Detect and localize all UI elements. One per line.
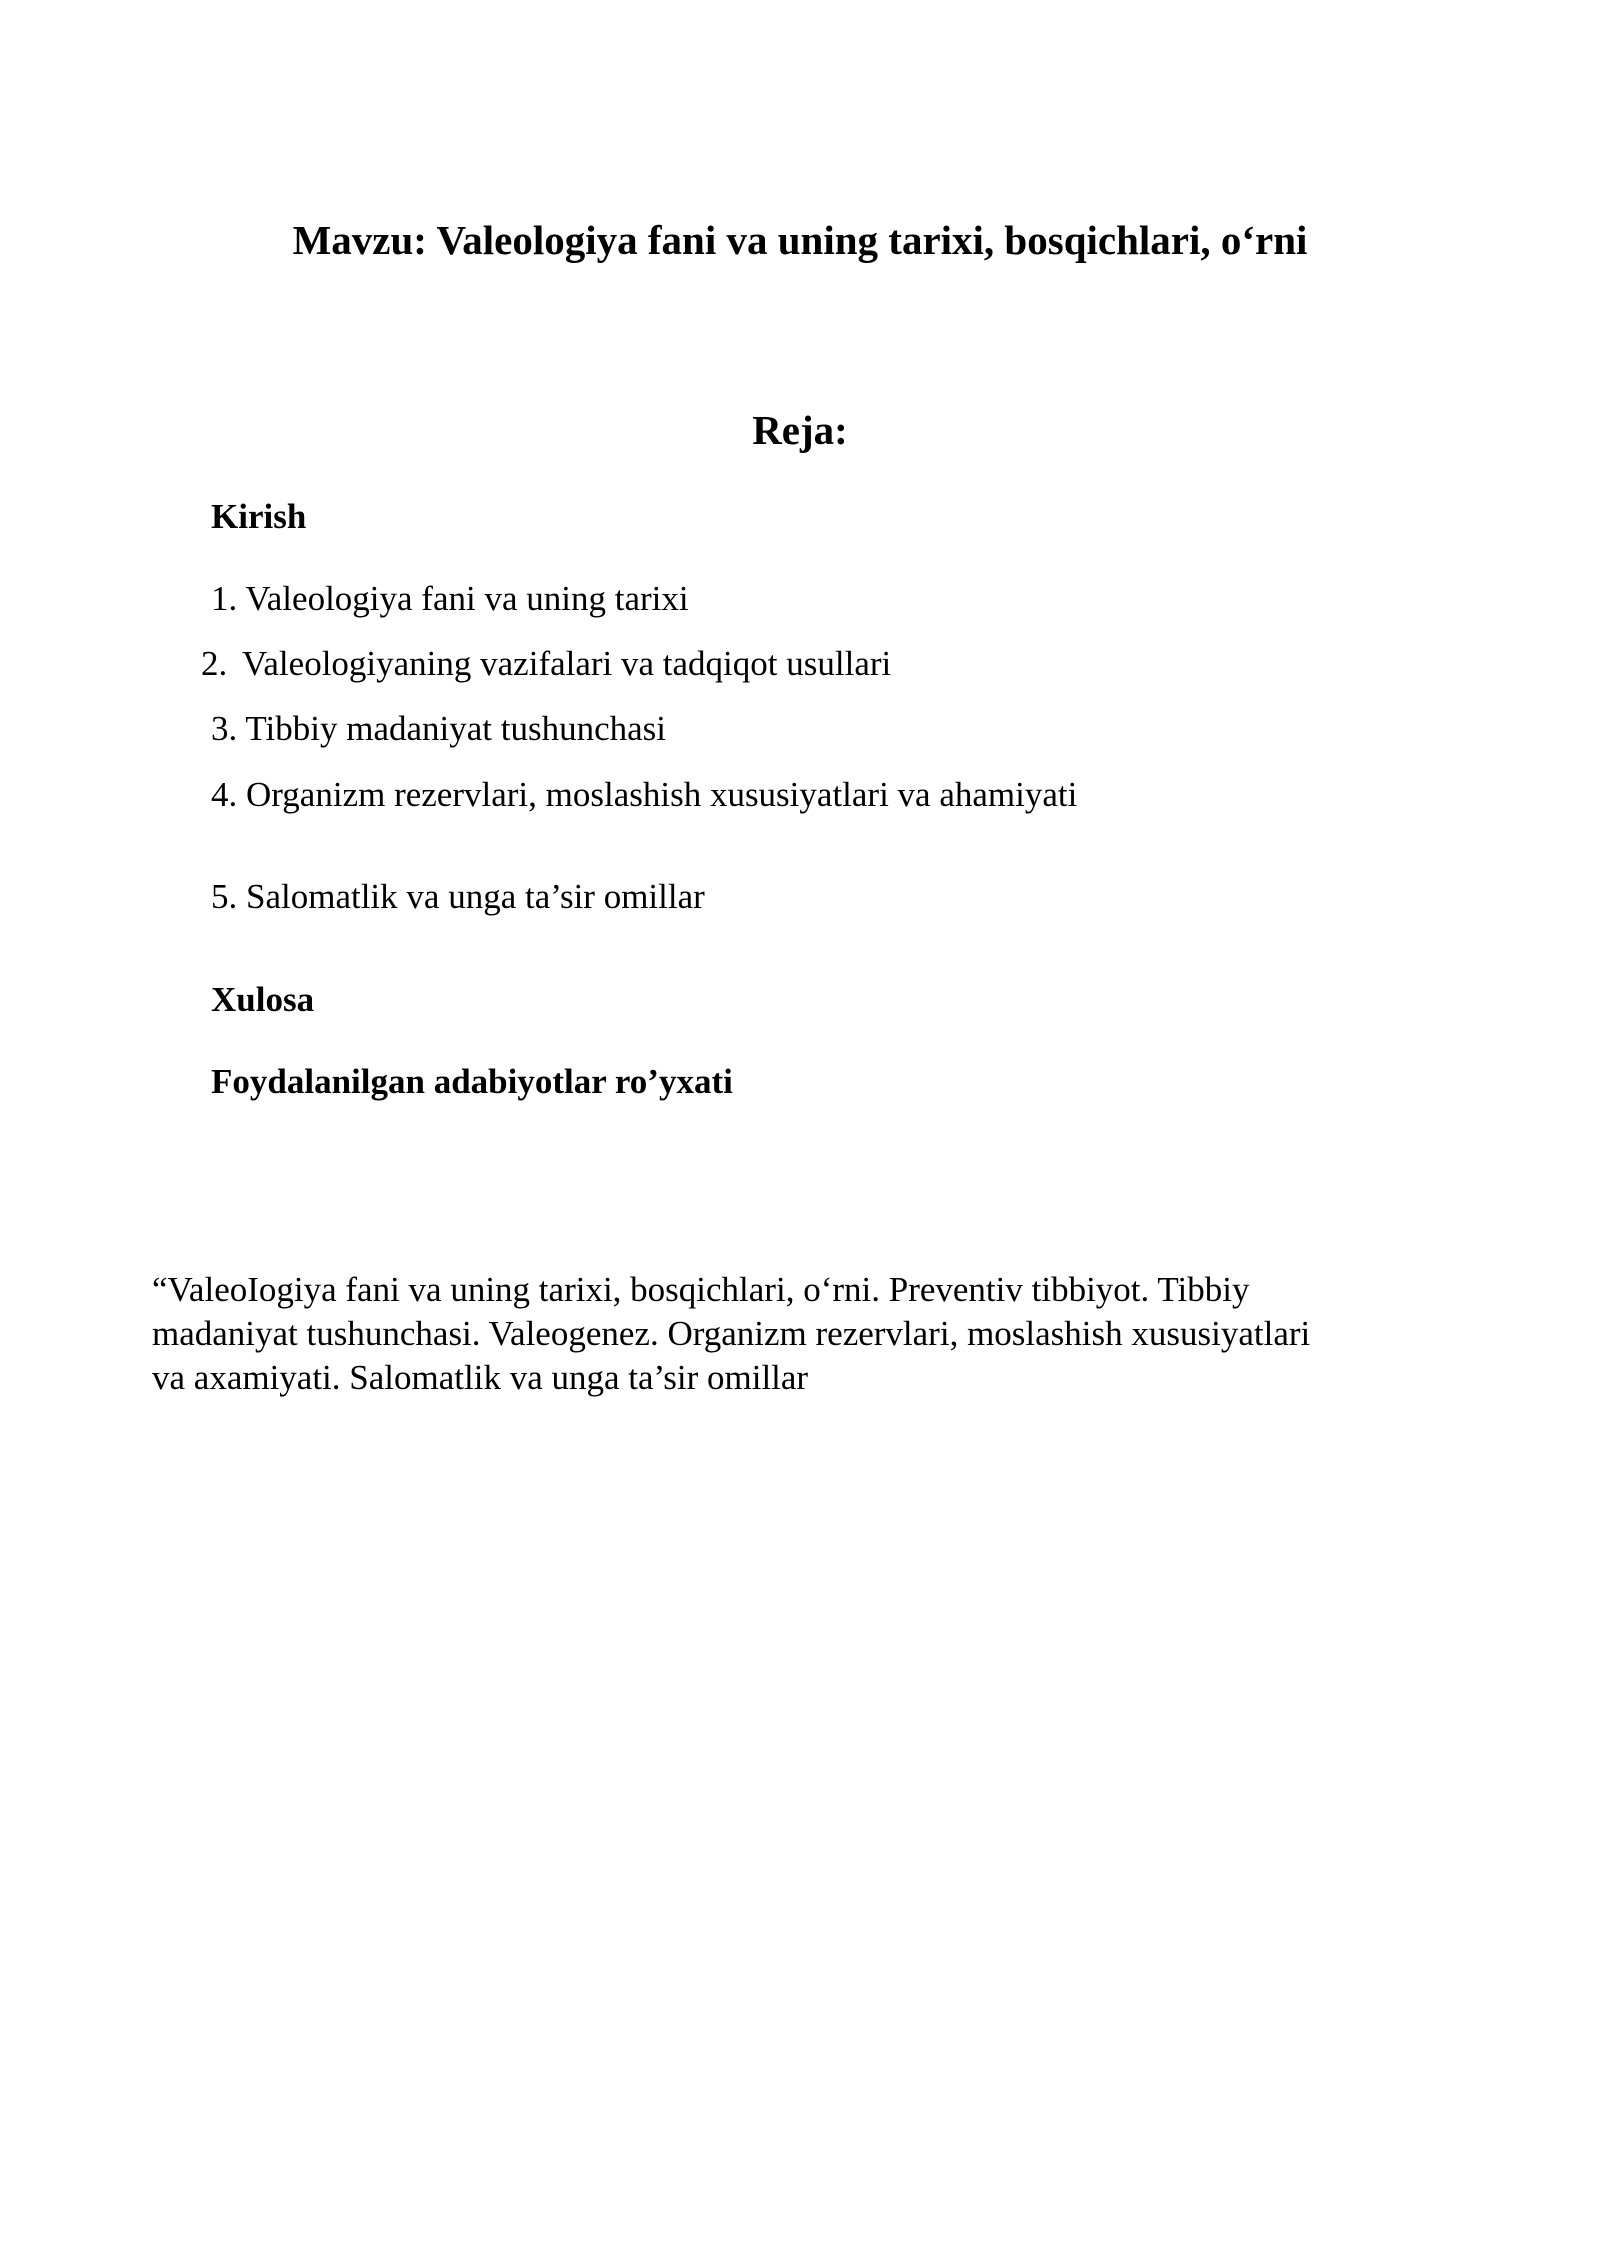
intro-line: va axamiyati. Salomatlik va unga ta’sir omillar [152, 1358, 809, 1397]
plan-item-number: 1. [211, 579, 238, 618]
plan-item-text: Salomatlik va unga ta’sir omillar [246, 877, 705, 916]
plan-item-text: Valeologiyaning vazifalari va tadqiqot usullari [242, 644, 892, 683]
intro-paragraph [152, 1268, 1452, 1400]
plan-item-number: 2. [201, 644, 228, 683]
intro-line: “ValeoIogiya fani va uning tarixi, bosqichlari, o‘rni. Preventiv tibbiyot. Tibbiy [152, 1270, 1250, 1309]
plan-item-1 [211, 577, 689, 621]
document-title: Mavzu: Valeologiya fani va uning tarixi, bosqichlari, o‘rni [292, 217, 1308, 263]
plan-item-2 [201, 642, 891, 686]
conclusion-heading: Xulosa [211, 980, 315, 1019]
plan-item-3 [211, 707, 666, 751]
references-heading: Foydalanilgan adabiyotlar ro’yxati [211, 1062, 733, 1101]
plan-item-number: 3. [211, 709, 238, 748]
plan-item-5 [211, 875, 705, 919]
plan-item-text: Valeologiya fani va uning tarixi [245, 579, 689, 618]
intro-line: madaniyat tushunchasi. Valeogenez. Organizm rezervlari, moslashish xususiyatlari [152, 1314, 1311, 1353]
plan-item-number: 4. [211, 775, 238, 814]
intro-heading: Kirish [211, 497, 307, 536]
plan-item-number: 5. [211, 877, 238, 916]
plan-item-text: Organizm rezervlari, moslashish xususiyatlari va ahamiyati [246, 775, 1078, 814]
plan-item-text: Tibbiy madaniyat tushunchasi [245, 709, 667, 748]
plan-heading: Reja: [752, 407, 848, 453]
plan-item-4 [211, 773, 1077, 817]
